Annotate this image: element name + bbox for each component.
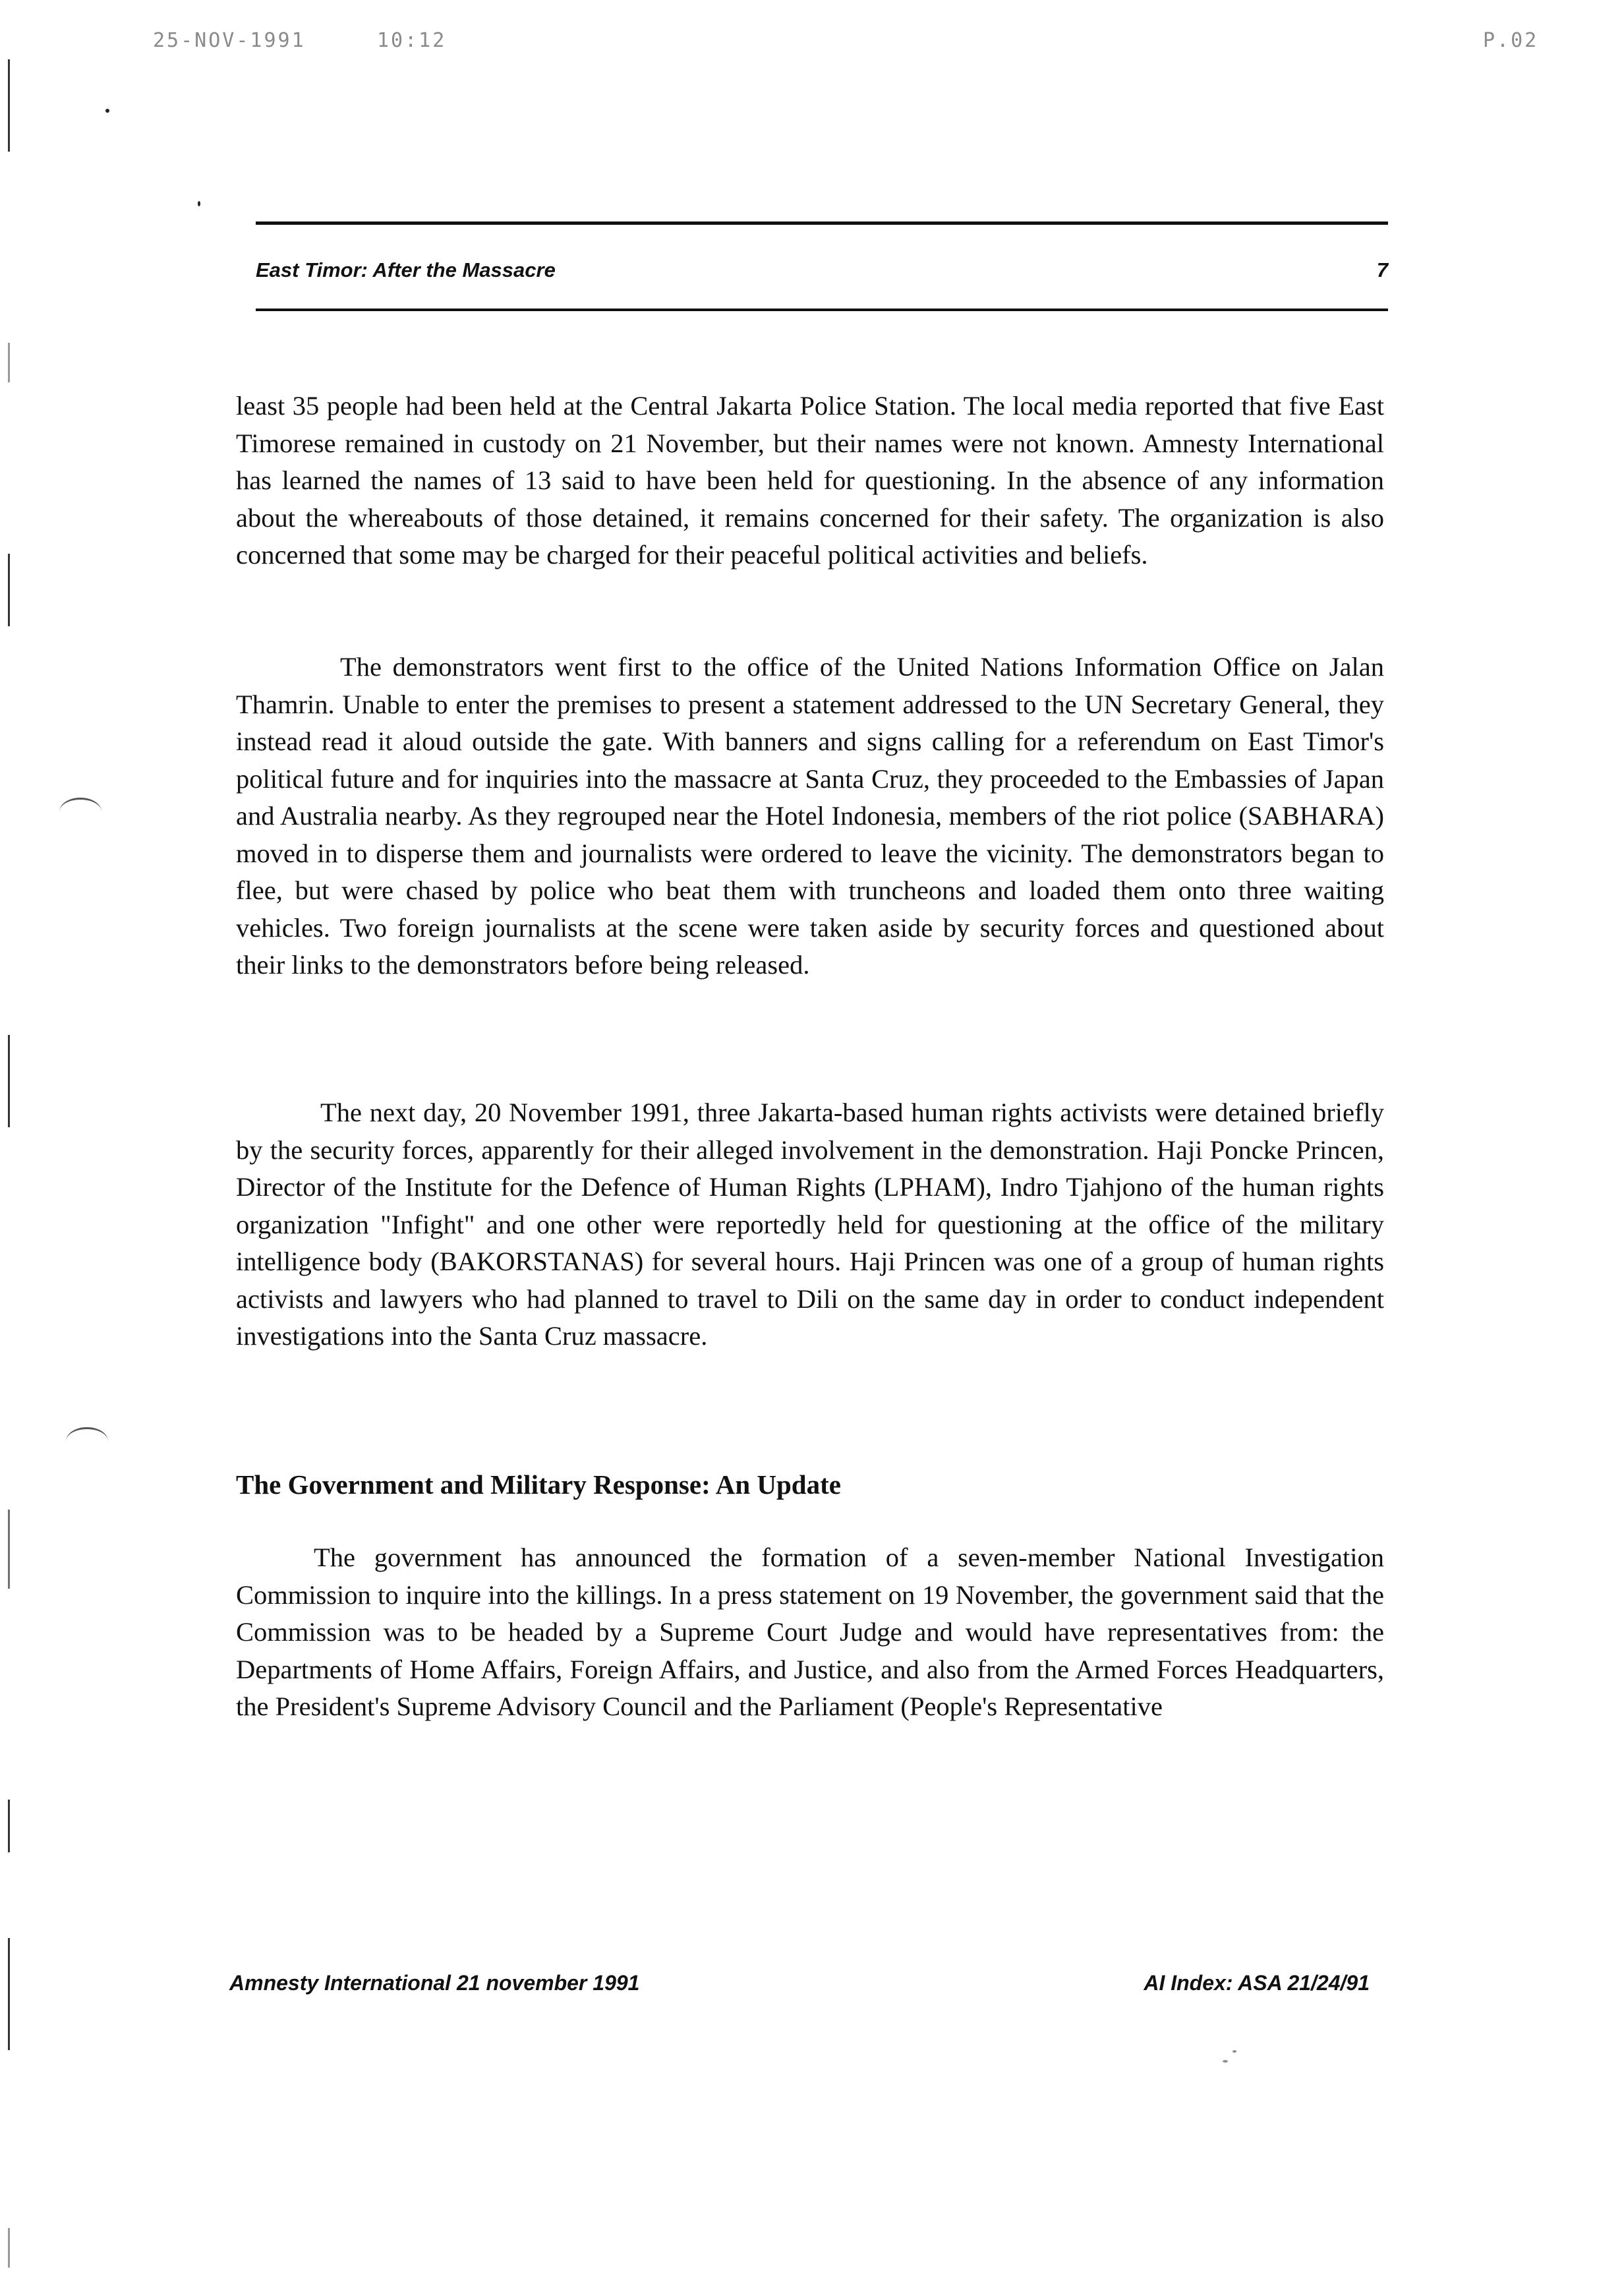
- fax-date: 25-NOV-1991: [153, 29, 306, 52]
- scan-arc-mark: [59, 798, 102, 826]
- paragraph-1: least 35 people had been held at the Central Jakarta Police Station. The local media reported that five East Timorese remained in custody on 21 November, but their names were not known. Amnesty International has learned the names of 13 said to have been held for questioning. In the absence of any information about the whereabouts of those detained, it remains concerned for their safety. The organization is also concerned that some may be charged for their peaceful political activities and beliefs.: [236, 391, 1384, 570]
- scan-margin-mark: [8, 1035, 10, 1127]
- paragraph-2: The demonstrators went first to the office of the United Nations Information Office on Jalan Thamrin. Unable to enter the premises to present a statement addressed to the UN Secretary General, they instead read it aloud outside the gate. With banners and signs calling for a referendum on East Timor's political future and for inquiries into the massacre at Santa Cruz, they proceeded to the Embassies of Japan and Australia nearby. As they regrouped near the Hotel Indonesia, members of the riot police (SABHARA) moved in to disperse them and journalists were ordered to leave the vicinity. The demonstrators began to flee, but were chased by police who beat them with truncheons and loaded them onto three waiting vehicles. Two foreign journalists at the scene were taken aside by security forces and questioned about their links to the demonstrators before being released.: [236, 652, 1384, 980]
- scan-arc-mark: [66, 1427, 108, 1456]
- scan-margin-mark: [8, 1938, 10, 2050]
- running-header: [256, 258, 1388, 282]
- section-heading: The Government and Military Response: An Update: [236, 1469, 841, 1500]
- header-rule-top: [256, 221, 1388, 225]
- scan-margin-mark: [8, 343, 10, 382]
- fax-time: 10:12: [377, 29, 447, 52]
- scan-speck: [198, 201, 200, 206]
- footer-index: AI Index: ASA 21/24/91: [1144, 1971, 1370, 1995]
- running-header-page-number: 7: [1376, 258, 1388, 281]
- scan-margin-mark: [8, 1800, 10, 1852]
- scan-speck: [1223, 2060, 1228, 2063]
- scan-margin-mark: [8, 1510, 10, 1589]
- running-header-title: East Timor: After the Massacre: [256, 258, 556, 281]
- scan-margin-mark: [8, 554, 10, 626]
- footer-source: Amnesty International 21 november 1991: [229, 1971, 640, 1995]
- header-rule-bottom: [256, 309, 1388, 311]
- paragraph-4: The government has announced the formation of a seven-member National Investigation Commission to inquire into the killings. In a press statement on 19 November, the government said that the Commission was to be headed by a Supreme Court Judge and would have representatives from: the Departments of Home Affairs, Foreign Affairs, and Justice, and also from the Armed Forces Headquarters, the President's Supreme Advisory Council and the Parliament (People's Representative: [236, 1543, 1384, 1721]
- scan-speck: [1232, 2050, 1236, 2053]
- scan-speck: [105, 109, 109, 113]
- scan-margin-mark: [8, 59, 10, 152]
- fax-page-number: P.02: [1483, 29, 1539, 52]
- paragraph-3: The next day, 20 November 1991, three Jakarta-based human rights activists were detained briefly by the security forces, apparently for their alleged involvement in the demonstration. Haji Poncke Princen, Director of the Institute for the Defence of Human Rights (LPHAM), Indro Tjahjono of the human rights organization "Infight" and one other were reportedly held for questioning at the office of the military intelligence body (BAKORSTANAS) for several hours. Haji Princen was one of a group of human rights activists and lawyers who had planned to travel to Dili on the same day in order to conduct independent investigations into the Santa Cruz massacre.: [236, 1098, 1384, 1351]
- scan-margin-mark: [8, 2228, 10, 2268]
